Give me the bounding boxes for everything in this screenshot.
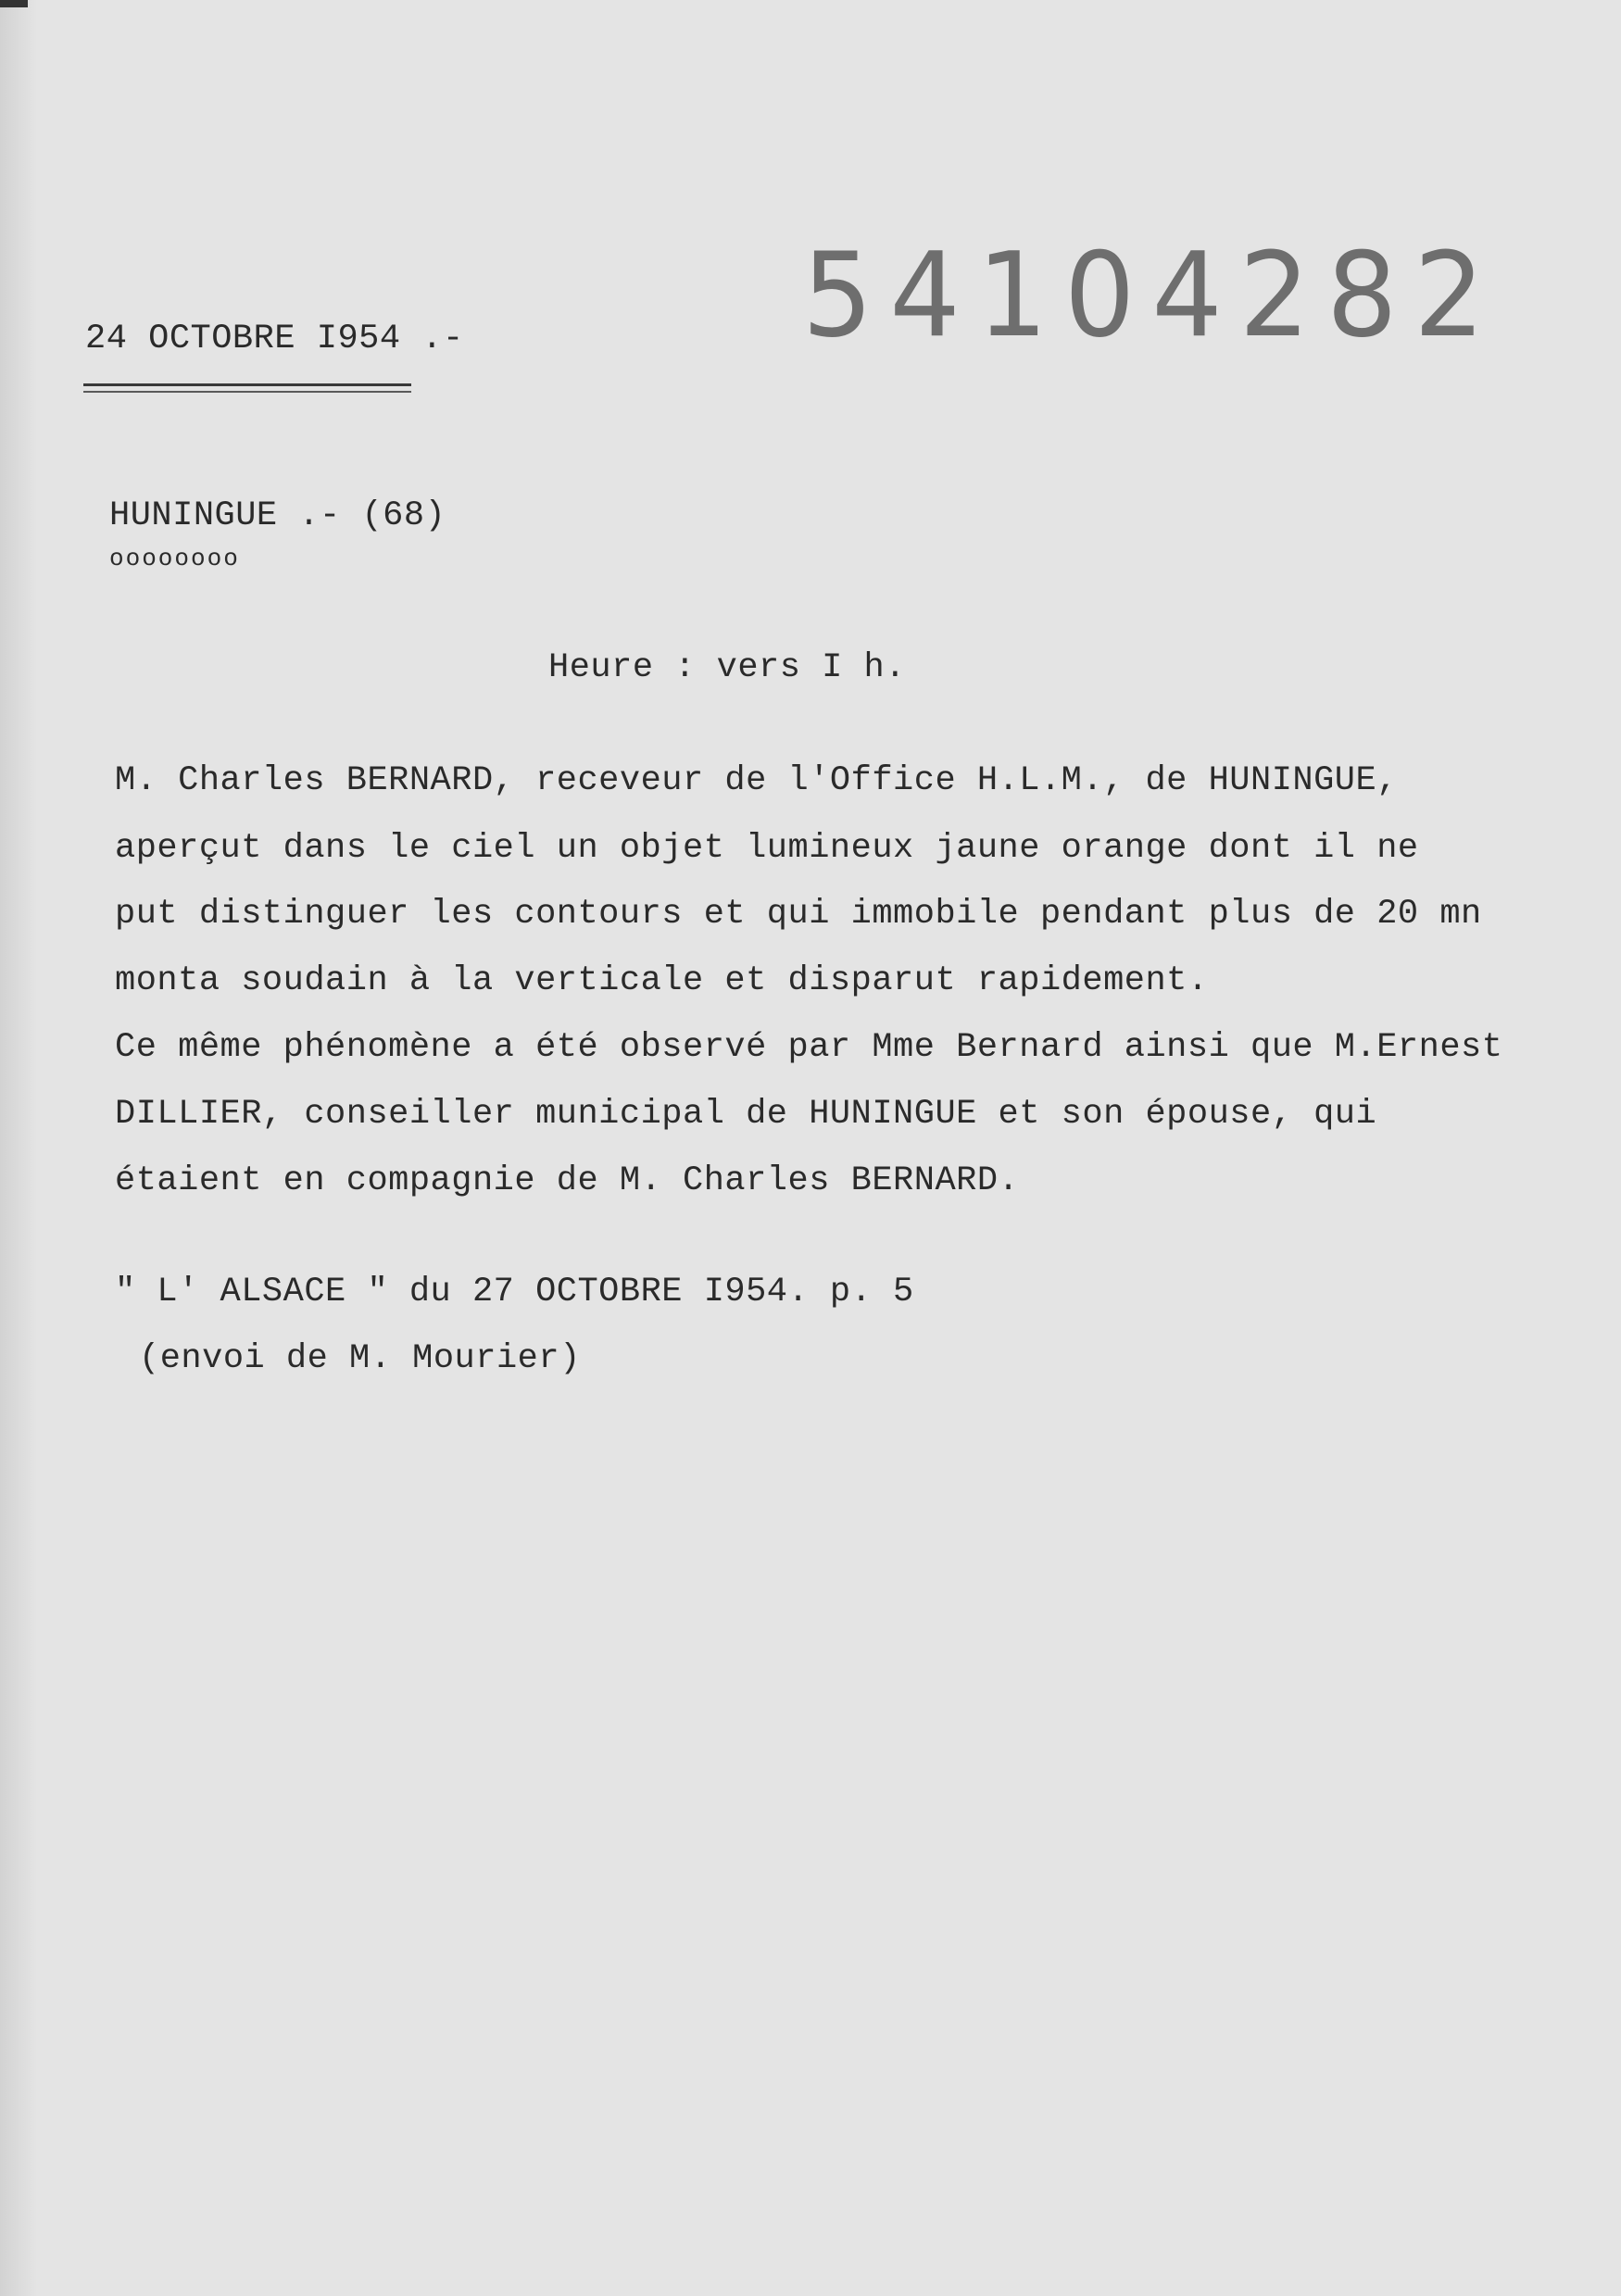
reference-number-stamp: 54104282 [802, 228, 1502, 364]
source-sender: (envoi de M. Mourier) [139, 1339, 581, 1378]
location-underline-marks: oooooooo [109, 545, 240, 572]
body-line: aperçut dans le ciel un objet lumineux jaune orange dont il ne [115, 829, 1419, 868]
body-line: M. Charles BERNARD, receveur de l'Office H.L.M., de HUNINGUE, [115, 761, 1398, 800]
body-line: Ce même phénomène a été observé par Mme Bernard ainsi que M.Ernest [115, 1028, 1503, 1067]
body-line: put distinguer les contours et qui immobile pendant plus de 20 mn [115, 895, 1482, 934]
body-line: DILLIER, conseiller municipal de HUNINGUE et son épouse, qui [115, 1095, 1377, 1134]
date-underline [83, 383, 411, 393]
body-line: monta soudain à la verticale et disparut rapidement. [115, 961, 1209, 1000]
source-citation: " L' ALSACE " du 27 OCTOBRE I954. p. 5 [115, 1273, 914, 1311]
document-date: 24 OCTOBRE I954 .- [85, 320, 464, 358]
scan-mark [0, 0, 28, 7]
scan-shadow [0, 0, 37, 2296]
time-of-event: Heure : vers I h. [548, 648, 906, 687]
location-heading: HUNINGUE .- (68) [109, 496, 446, 535]
body-line: étaient en compagnie de M. Charles BERNARD. [115, 1161, 1020, 1200]
